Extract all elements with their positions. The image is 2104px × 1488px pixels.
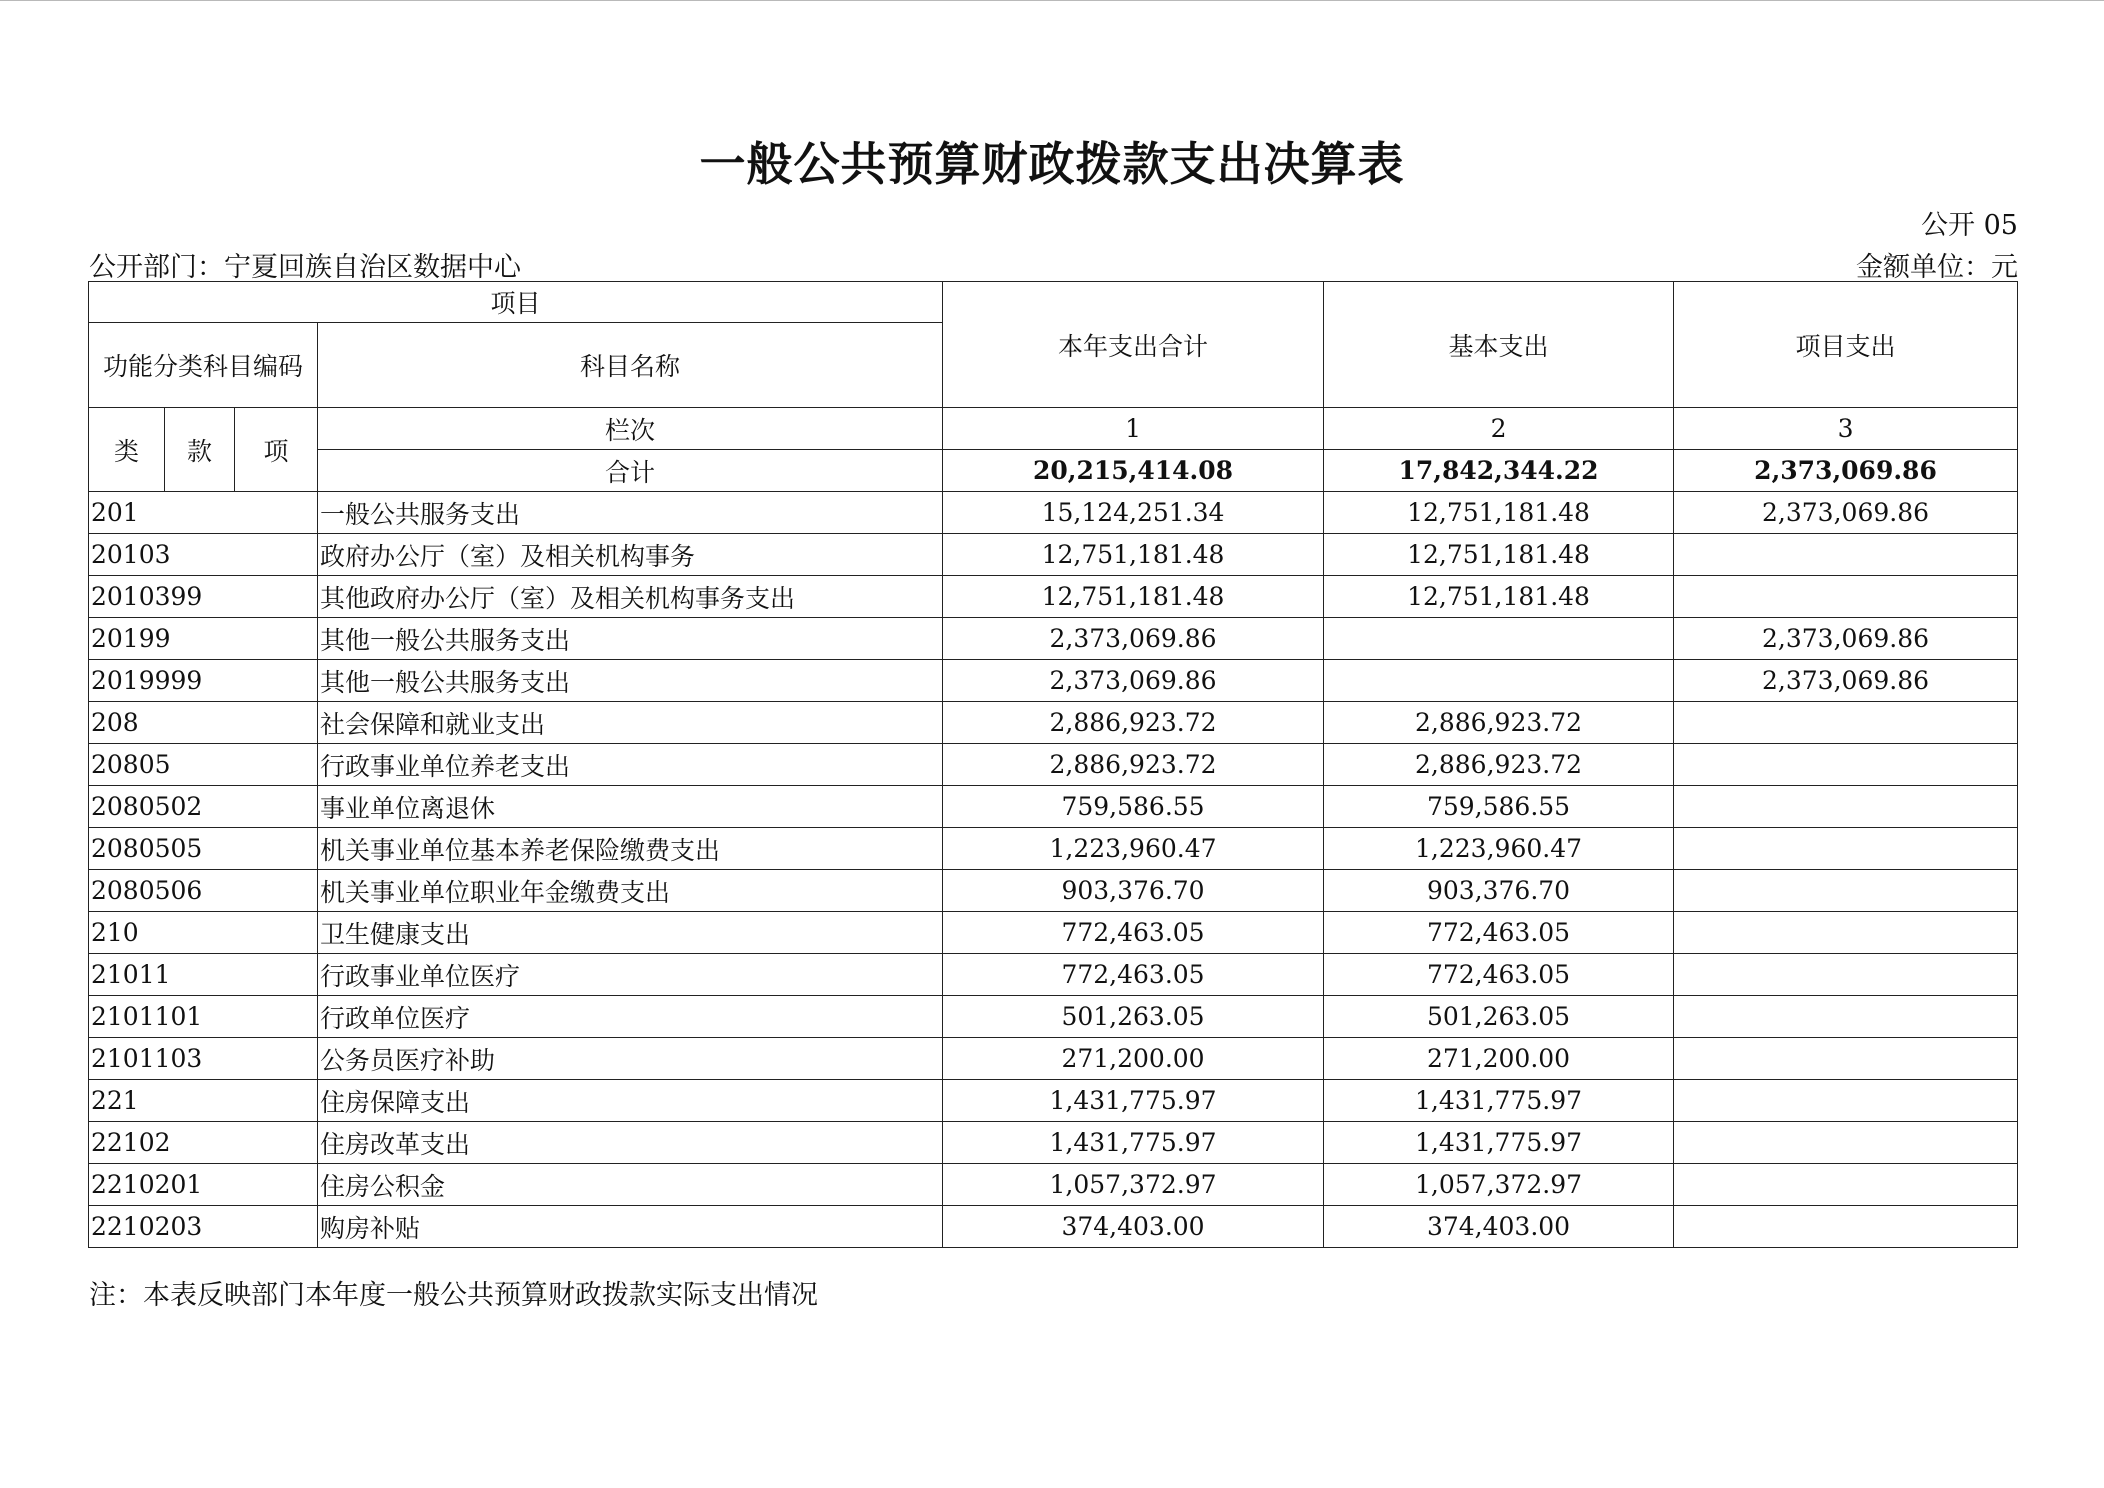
row-code: 20199 <box>89 618 318 660</box>
table-row <box>89 534 2018 576</box>
row-code: 2101103 <box>89 1038 318 1080</box>
row-project <box>1674 828 2018 870</box>
table-row <box>89 786 2018 828</box>
row-project <box>1674 1038 2018 1080</box>
row-code: 2210201 <box>89 1164 318 1206</box>
table-row <box>89 996 2018 1038</box>
table-row <box>89 576 2018 618</box>
row-code: 2080502 <box>89 786 318 828</box>
summary-row <box>89 450 2018 492</box>
row-project <box>1674 1080 2018 1122</box>
row-basic: 271,200.00 <box>1324 1038 1674 1080</box>
row-subject-name: 事业单位离退休 <box>318 786 943 828</box>
row-subject-name: 公务员医疗补助 <box>318 1038 943 1080</box>
row-code: 2210203 <box>89 1206 318 1248</box>
header-basic: 基本支出 <box>1324 282 1674 408</box>
row-subject-name: 住房保障支出 <box>318 1080 943 1122</box>
header-lei: 类 <box>89 408 165 492</box>
row-code: 2080506 <box>89 870 318 912</box>
expenditure-table <box>88 281 2018 1248</box>
row-basic: 772,463.05 <box>1324 954 1674 996</box>
table-row <box>89 660 2018 702</box>
row-subject-name: 行政事业单位医疗 <box>318 954 943 996</box>
row-basic: 2,886,923.72 <box>1324 744 1674 786</box>
row-project <box>1674 576 2018 618</box>
row-subject-name: 卫生健康支出 <box>318 912 943 954</box>
row-total: 12,751,181.48 <box>943 576 1324 618</box>
row-subject-name: 政府办公厅（室）及相关机构事务 <box>318 534 943 576</box>
summary-total: 20,215,414.08 <box>943 450 1324 492</box>
row-subject-name: 机关事业单位职业年金缴费支出 <box>318 870 943 912</box>
row-total: 772,463.05 <box>943 954 1324 996</box>
row-subject-name: 一般公共服务支出 <box>318 492 943 534</box>
header-row-3 <box>89 408 2018 450</box>
department-label: 公开部门：宁夏回族自治区数据中心 <box>89 252 521 283</box>
row-code: 208 <box>89 702 318 744</box>
row-project <box>1674 786 2018 828</box>
row-subject-name: 其他政府办公厅（室）及相关机构事务支出 <box>318 576 943 618</box>
row-basic: 2,886,923.72 <box>1324 702 1674 744</box>
row-code: 201 <box>89 492 318 534</box>
row-basic: 1,431,775.97 <box>1324 1080 1674 1122</box>
row-basic: 759,586.55 <box>1324 786 1674 828</box>
table-row <box>89 702 2018 744</box>
amount-unit-label: 金额单位：元 <box>1856 252 2018 283</box>
row-project <box>1674 702 2018 744</box>
row-total: 15,124,251.34 <box>943 492 1324 534</box>
row-basic <box>1324 660 1674 702</box>
form-code: 公开 05 <box>1921 210 2018 241</box>
row-total: 1,057,372.97 <box>943 1164 1324 1206</box>
row-project <box>1674 1122 2018 1164</box>
header-total: 本年支出合计 <box>943 282 1324 408</box>
header-row-1 <box>89 282 2018 323</box>
row-subject-name: 购房补贴 <box>318 1206 943 1248</box>
table-row <box>89 1164 2018 1206</box>
table-row <box>89 1038 2018 1080</box>
row-code: 2010399 <box>89 576 318 618</box>
row-basic: 374,403.00 <box>1324 1206 1674 1248</box>
row-code: 221 <box>89 1080 318 1122</box>
row-subject-name: 其他一般公共服务支出 <box>318 660 943 702</box>
header-project: 项目支出 <box>1674 282 2018 408</box>
summary-label: 合计 <box>318 450 943 492</box>
row-code: 20805 <box>89 744 318 786</box>
row-project: 2,373,069.86 <box>1674 492 2018 534</box>
row-subject-name: 机关事业单位基本养老保险缴费支出 <box>318 828 943 870</box>
row-total: 2,886,923.72 <box>943 702 1324 744</box>
row-total: 759,586.55 <box>943 786 1324 828</box>
header-lanci: 栏次 <box>318 408 943 450</box>
row-total: 2,373,069.86 <box>943 618 1324 660</box>
header-kuan: 款 <box>165 408 235 492</box>
table-row <box>89 912 2018 954</box>
row-total: 1,223,960.47 <box>943 828 1324 870</box>
row-basic: 12,751,181.48 <box>1324 534 1674 576</box>
table-body <box>89 282 2018 1248</box>
row-basic <box>1324 618 1674 660</box>
table-row <box>89 618 2018 660</box>
row-subject-name: 行政单位医疗 <box>318 996 943 1038</box>
row-code: 20103 <box>89 534 318 576</box>
row-code: 21011 <box>89 954 318 996</box>
row-basic: 772,463.05 <box>1324 912 1674 954</box>
row-total: 1,431,775.97 <box>943 1122 1324 1164</box>
row-code: 2019999 <box>89 660 318 702</box>
row-total: 374,403.00 <box>943 1206 1324 1248</box>
page-top-rule <box>0 0 2104 1</box>
row-code: 210 <box>89 912 318 954</box>
column-number-3: 3 <box>1674 408 2018 450</box>
header-item: 项目 <box>89 282 943 323</box>
row-project <box>1674 534 2018 576</box>
table-row <box>89 492 2018 534</box>
row-total: 772,463.05 <box>943 912 1324 954</box>
row-project <box>1674 1164 2018 1206</box>
row-basic: 12,751,181.48 <box>1324 492 1674 534</box>
row-project <box>1674 744 2018 786</box>
row-basic: 501,263.05 <box>1324 996 1674 1038</box>
row-project <box>1674 1206 2018 1248</box>
row-code: 22102 <box>89 1122 318 1164</box>
row-code: 2080505 <box>89 828 318 870</box>
row-project <box>1674 954 2018 996</box>
header-xiang: 项 <box>235 408 318 492</box>
header-subject: 科目名称 <box>318 323 943 408</box>
row-total: 2,373,069.86 <box>943 660 1324 702</box>
row-total: 501,263.05 <box>943 996 1324 1038</box>
row-subject-name: 行政事业单位养老支出 <box>318 744 943 786</box>
row-basic: 1,057,372.97 <box>1324 1164 1674 1206</box>
row-basic: 903,376.70 <box>1324 870 1674 912</box>
summary-basic: 17,842,344.22 <box>1324 450 1674 492</box>
table-row <box>89 744 2018 786</box>
header-code: 功能分类科目编码 <box>89 323 318 408</box>
table-row <box>89 828 2018 870</box>
row-project <box>1674 912 2018 954</box>
column-number-2: 2 <box>1324 408 1674 450</box>
row-project: 2,373,069.86 <box>1674 618 2018 660</box>
row-subject-name: 住房公积金 <box>318 1164 943 1206</box>
row-basic: 1,431,775.97 <box>1324 1122 1674 1164</box>
row-subject-name: 住房改革支出 <box>318 1122 943 1164</box>
row-subject-name: 社会保障和就业支出 <box>318 702 943 744</box>
row-project <box>1674 870 2018 912</box>
table-row <box>89 1206 2018 1248</box>
row-total: 12,751,181.48 <box>943 534 1324 576</box>
row-project <box>1674 996 2018 1038</box>
table-row <box>89 954 2018 996</box>
row-basic: 1,223,960.47 <box>1324 828 1674 870</box>
row-code: 2101101 <box>89 996 318 1038</box>
row-basic: 12,751,181.48 <box>1324 576 1674 618</box>
row-total: 1,431,775.97 <box>943 1080 1324 1122</box>
table-row <box>89 1080 2018 1122</box>
table-row <box>89 1122 2018 1164</box>
row-total: 2,886,923.72 <box>943 744 1324 786</box>
table-note: 注：本表反映部门本年度一般公共预算财政拨款实际支出情况 <box>89 1280 818 1311</box>
summary-project: 2,373,069.86 <box>1674 450 2018 492</box>
page-title: 一般公共预算财政拨款支出决算表 <box>699 137 1405 191</box>
row-project: 2,373,069.86 <box>1674 660 2018 702</box>
column-number-1: 1 <box>943 408 1324 450</box>
row-total: 271,200.00 <box>943 1038 1324 1080</box>
table-row <box>89 870 2018 912</box>
row-total: 903,376.70 <box>943 870 1324 912</box>
row-subject-name: 其他一般公共服务支出 <box>318 618 943 660</box>
